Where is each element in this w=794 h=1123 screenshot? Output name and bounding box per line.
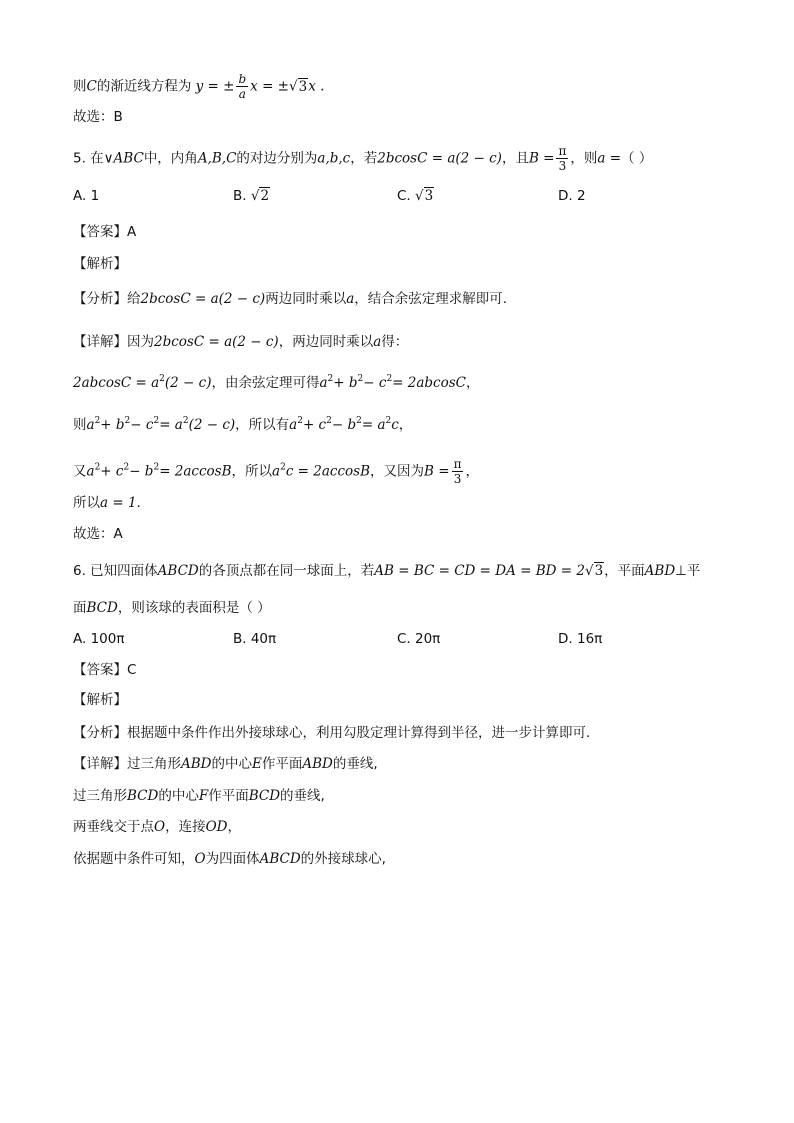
q5-detail-5: 所以a = 1. — [73, 495, 141, 511]
q6-detail-2: 过三角形BCD的中心F作平面BCD的垂线, — [73, 788, 325, 804]
q6-detail-4: 依据题中条件可知，O为四面体ABCD的外接球球心, — [73, 851, 386, 867]
math: x = ± — [250, 78, 289, 95]
q6-detail-1: 【详解】过三角形ABD的中心E作平面ABD的垂线, — [73, 756, 378, 772]
q5-answer: 【答案】A — [73, 224, 137, 240]
q6-stem-1: 6. 已知四面体ABCD的各顶点都在同一球面上，若AB = BC = CD = DA = BD = 2√3，平面ABD⊥平 — [73, 563, 701, 579]
asymptote-line — [73, 72, 324, 101]
q5-stem: 5. 在∨ABC中，内角A,B,C的对边分别为a,b,c，若2bcosC = a(2 − c)，且B = $\frac{\pi}{3}$ ，则a =（ ） — [73, 144, 653, 173]
q5-detail-4: 又$a^2+ c^2- b^2= 2accosB$，所以$a^2c = 2accosB$，又因为B = $\frac{\pi}{3}$ ， — [73, 457, 479, 486]
math: y = ± — [195, 78, 235, 95]
q6-analysis-heading: 【解析】 — [73, 692, 127, 708]
q6-option-a: A. 100π — [73, 631, 125, 647]
q5-analysis: 【分析】给2bcosC = a(2 − c)两边同时乘以a，结合余弦定理求解即可. — [73, 291, 508, 307]
q6-option-b: B. 40π — [233, 631, 277, 647]
q6-option-d: D. 16π — [558, 631, 603, 647]
q6-stem-2: 面BCD，则该球的表面积是（ ） — [73, 600, 271, 616]
q6-detail-3: 两垂线交于点O，连接OD， — [73, 819, 241, 835]
text: 则 — [73, 78, 87, 95]
fraction: $\frac{b}{a}$ — [238, 72, 247, 101]
q5-option-b: B. √2 — [233, 188, 270, 204]
q5-option-a: A. 1 — [73, 188, 100, 204]
q5-choice: 故选：A — [73, 526, 123, 542]
q5-detail-3: 则$a^2+ b^2- c^2= a^2(2 - c)$，所以有$a^2+ c^2- b^2= a^2c$， — [73, 416, 413, 433]
math: C — [86, 78, 97, 95]
q5-option-c: C. √3 — [397, 188, 434, 204]
prev-choice: 故选：B — [73, 109, 123, 125]
q6-answer: 【答案】C — [73, 662, 137, 678]
q6-analysis: 【分析】根据题中条件作出外接球球心，利用勾股定理计算得到半径，进一步计算即可. — [73, 725, 591, 741]
q5-detail-1: 【详解】因为2bcosC = a(2 − c)，两边同时乘以a得： — [73, 334, 409, 350]
q5-analysis-heading: 【解析】 — [73, 256, 127, 272]
math: x . — [308, 78, 325, 95]
q5-detail-2: $2abcosC = a^2(2 - c)$，由余弦定理可得$a^2+ b^2- c^2= 2abcosC$， — [73, 374, 480, 391]
sqrt: √3 — [289, 78, 308, 95]
q6-option-c: C. 20π — [397, 631, 441, 647]
q5-option-d: D. 2 — [558, 188, 586, 204]
text: 的渐近线方程为 — [96, 78, 192, 95]
